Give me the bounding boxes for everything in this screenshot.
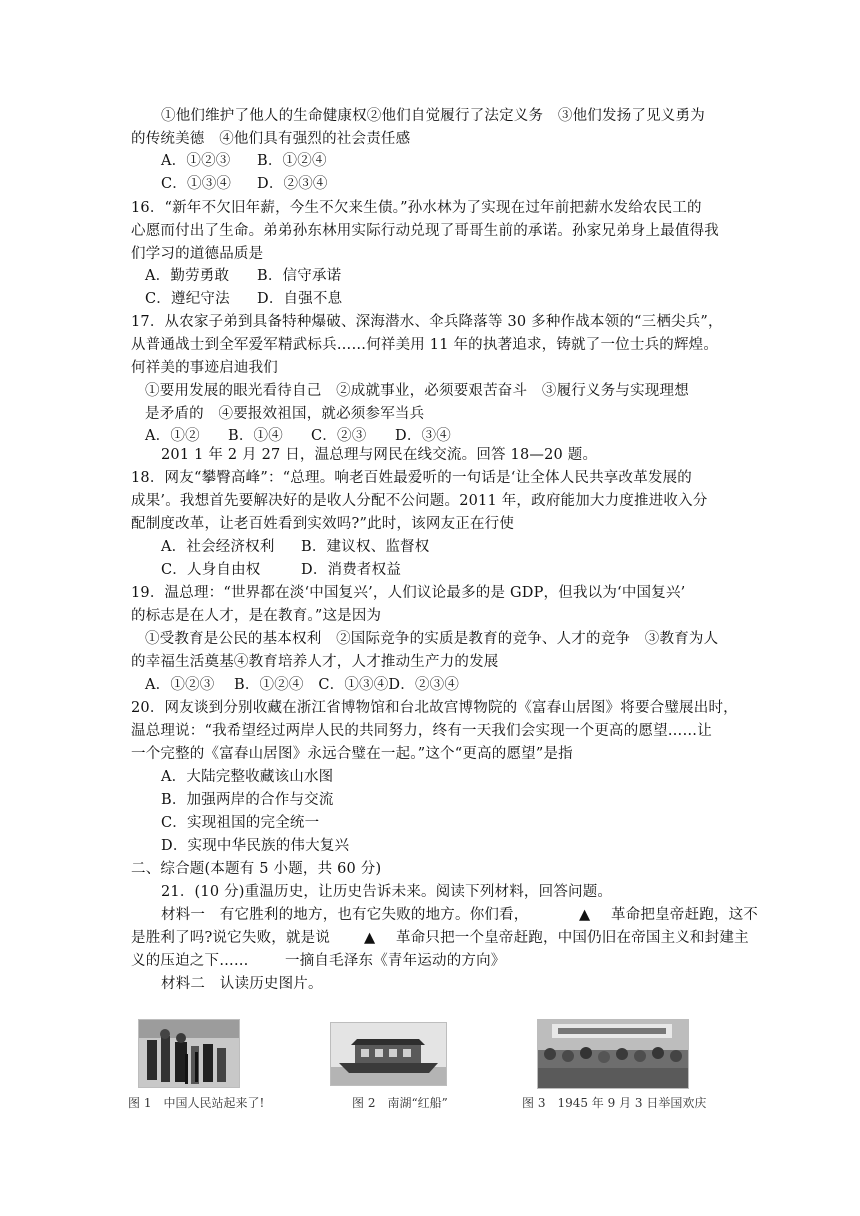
q16-option-a: A．勤劳勇敢 <box>145 268 230 284</box>
q18-option-a: A．社会经济权利 <box>161 539 275 555</box>
q21-material-1-part-d: 是胜利了吗?说它失败，就是说 <box>131 930 331 946</box>
q21-material-1-part-c: 革命把皇帝赶跑，这不 <box>611 907 758 923</box>
q17-stem-line-3: 何祥美的事迹启迪我们 <box>131 360 278 376</box>
figure-2-caption: 图 2 南湖“红船” <box>352 1096 448 1110</box>
q21-material-1-source: 一摘自毛泽东《青年运动的方向》 <box>285 953 506 969</box>
figure-2-photo <box>330 1022 447 1086</box>
q20-option-c: C．实现祖国的完全统一 <box>161 815 320 831</box>
q21-stem: 21．(10 分)重温历史，让历史告诉未来。阅读下列材料，回答问题。 <box>161 884 613 900</box>
q21-material-1-part-g: 义的压迫之下…… <box>131 953 249 969</box>
q17-option-d: D．③④ <box>395 428 451 444</box>
q17-stem-line-1: 17．从农家子弟到具备特种爆破、深海潜水、伞兵降落等 30 多种作战本领的“三栖尖兵”， <box>131 314 723 330</box>
figure-3-caption: 图 3 1945 年 9 月 3 日举国欢庆 <box>522 1096 707 1110</box>
q17-statement-line-2: 是矛盾的 ④要报效祖国，就必须参军当兵 <box>145 406 425 422</box>
q21-blank-1: ▲ <box>579 907 591 923</box>
q19-stem-line-2: 的标志是在人才，是在教育。”这是因为 <box>131 608 382 624</box>
q17-option-a: A．①② <box>145 428 200 444</box>
q18-option-d: D．消费者权益 <box>301 562 402 578</box>
q17-stem-line-2: 从普通战士到全军爱军精武标兵……何祥美用 11 年的执著追求，铸就了一位士兵的辉煌。 <box>131 337 719 353</box>
q15-option-c: C．①③④ <box>161 176 232 192</box>
q19-options: A．①②③ B．①②④ C．①③④D．②③④ <box>145 677 460 693</box>
q20-option-b: B．加强两岸的合作与交流 <box>161 792 334 808</box>
q15-statement-line-2: 的传统美德 ④他们具有强烈的社会责任感 <box>131 131 411 147</box>
q16-stem-line-1: 16．“新年不欠旧年薪，今生不欠来生债。”孙水林为了实现在过年前把薪水发给农民工的 <box>131 200 702 216</box>
q18-20-intro: 201 1 年 2 月 27 日，温总理与网民在线交流。回答 18—20 题。 <box>161 447 598 463</box>
q17-option-c: C．②③ <box>311 428 367 444</box>
q17-statement-line-1: ①要用发展的眼光看待自己 ②成就事业，必须要艰苦奋斗 ③履行义务与实现理想 <box>145 383 689 399</box>
q21-blank-2: ▲ <box>364 930 376 946</box>
figure-3-photo <box>537 1019 689 1089</box>
section-2-heading: 二、综合题(本题有 5 小题，共 60 分) <box>131 861 382 877</box>
q18-option-c: C．人身自由权 <box>161 562 261 578</box>
q16-option-c: C．遵纪守法 <box>145 291 230 307</box>
q21-material-1-part-a: 材料一 有它胜利的地方，也有它失败的地方。你们看， <box>161 907 529 923</box>
figure-1-photo <box>138 1019 240 1088</box>
q19-statement-line-2: 的幸福生活奠基④教育培养人才，人才推动生产力的发展 <box>131 654 499 670</box>
q18-stem-line-3: 配制度改革，让老百姓看到实效吗?”此时，该网友正在行使 <box>131 516 515 532</box>
q19-statement-line-1: ①受教育是公民的基本权利 ②国际竞争的实质是教育的竞争、人才的竞争 ③教育为人 <box>145 631 719 647</box>
q17-option-b: B．①④ <box>228 428 283 444</box>
q15-statement-line-1: ①他们维护了他人的生命健康权②他们自觉履行了法定义务 ③他们发扬了见义勇为 <box>161 108 705 124</box>
q20-stem-line-3: 一个完整的《富春山居图》永远合璧在一起。”这个“更高的愿望”是指 <box>131 746 573 762</box>
q20-option-a: A．大陆完整收藏该山水图 <box>161 769 334 785</box>
q19-stem-line-1: 19．温总理：“世界都在淡‘中国复兴’，人们议论最多的是 GDP，但我以为‘中国复兴’ <box>131 585 686 601</box>
q18-stem-line-1: 18．网友“攀臀高峰”：“总理。响老百姓最爱听的一句话是‘让全体人民共享改革发展的 <box>131 470 692 486</box>
q21-material-2: 材料二 认读历史图片。 <box>161 976 323 992</box>
q20-stem-line-1: 20．网友谈到分别收藏在浙江省博物馆和台北故宫博物院的《富春山居图》将要合璧展出时， <box>131 700 738 716</box>
q18-stem-line-2: 成果’。我想首先要解决好的是收人分配不公问题。2011 年，政府能加大力度推进收入分 <box>131 493 708 509</box>
q16-stem-line-2: 心愿而付出了生命。弟弟孙东林用实际行动兑现了哥哥生前的承诺。孙家兄弟身上最值得我 <box>131 223 719 239</box>
q15-option-d: D．②③④ <box>257 176 328 192</box>
q15-option-b: B．①②④ <box>257 153 327 169</box>
q18-option-b: B．建议权、监督权 <box>301 539 430 555</box>
figure-1-caption: 图 1 中国人民站起来了! <box>128 1096 265 1110</box>
q16-option-d: D．自强不息 <box>257 291 343 307</box>
q16-stem-line-3: 们学习的道德品质是 <box>131 246 264 262</box>
q15-option-a: A．①②③ <box>161 153 231 169</box>
q16-option-b: B．信守承诺 <box>257 268 342 284</box>
q20-stem-line-2: 温总理说：“我希望经过两岸人民的共同努力，终有一天我们会实现一个更高的愿望……让 <box>131 723 712 739</box>
q21-material-1-part-f: 革命只把一个皇帝赶跑，中国仍旧在帝国主义和封建主 <box>396 930 749 946</box>
q20-option-d: D．实现中华民族的伟大复兴 <box>161 838 350 854</box>
